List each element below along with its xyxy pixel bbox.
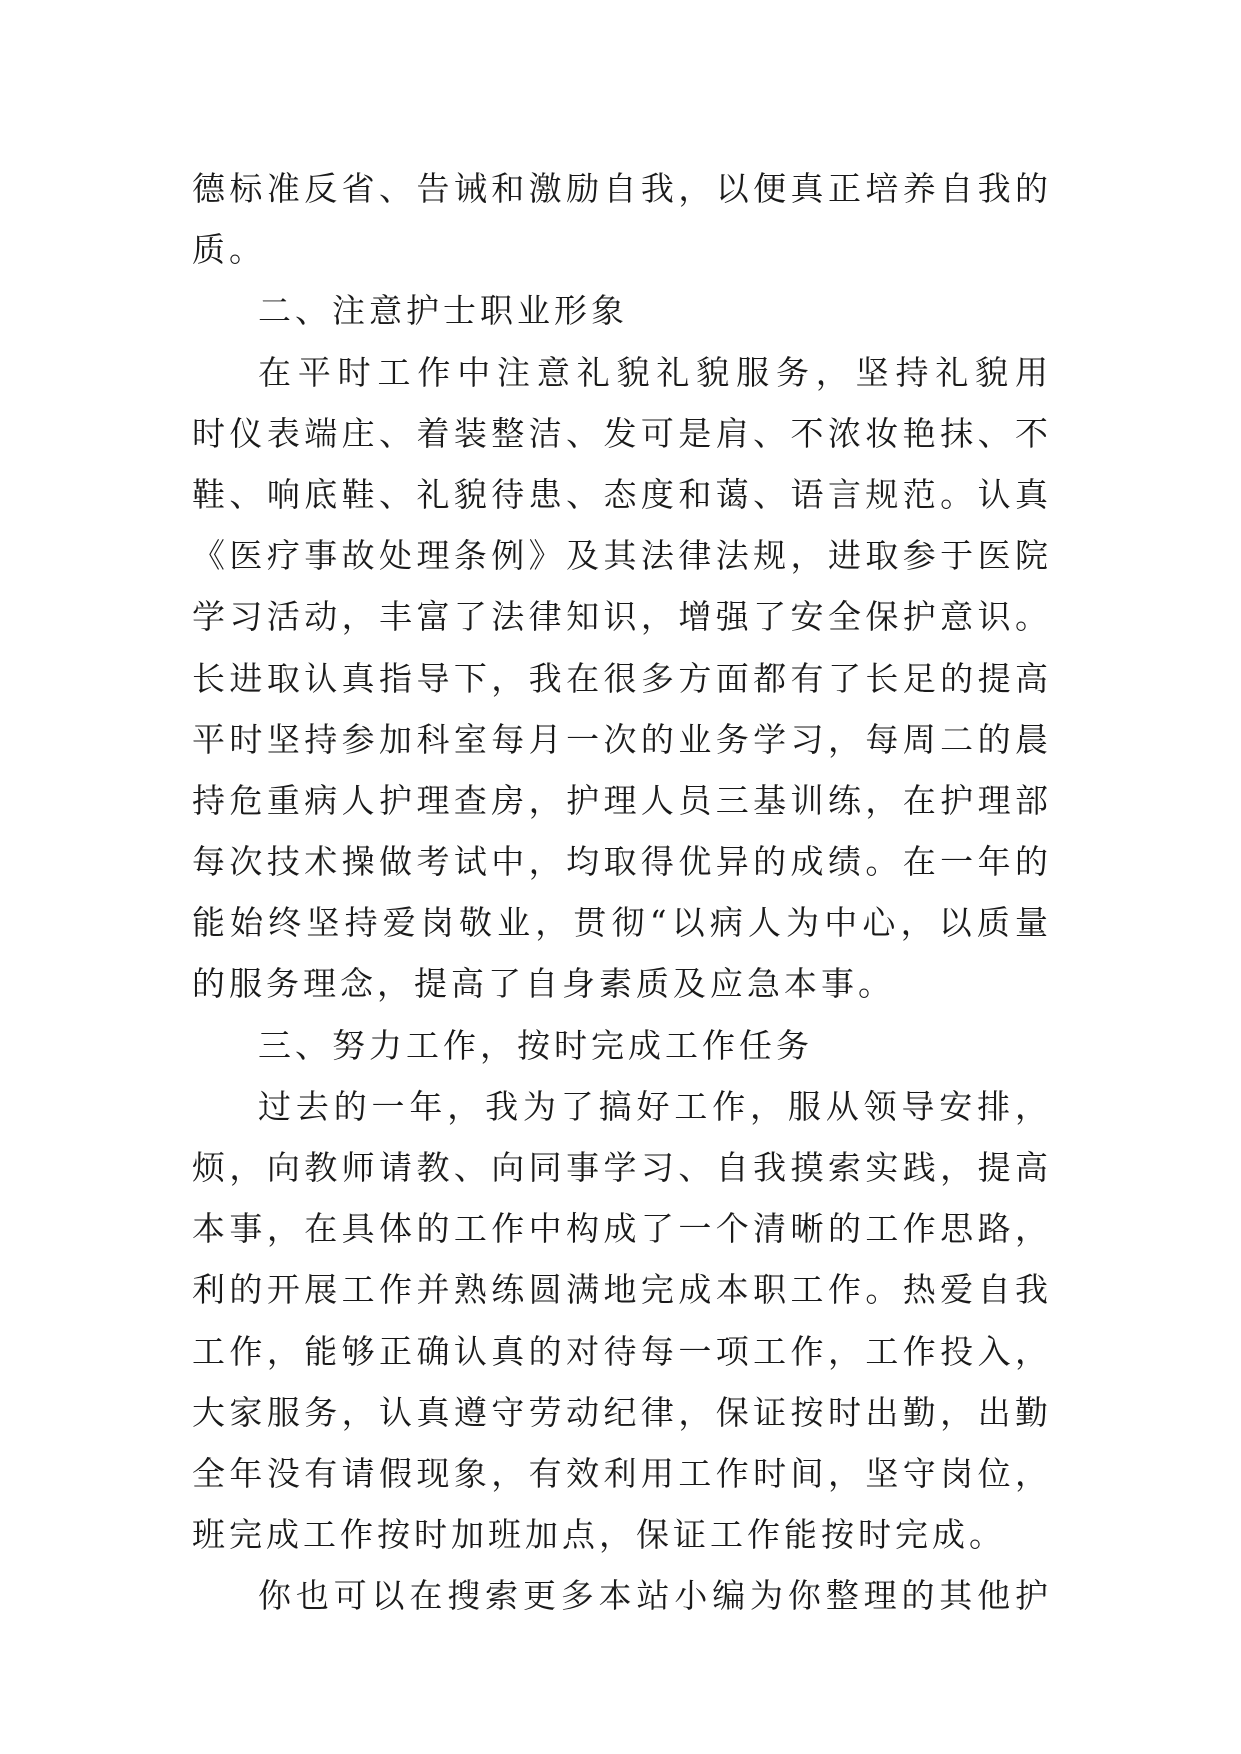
paragraph-line: 你也可以在搜索更多本站小编为你整理的其他护 xyxy=(258,1576,1052,1616)
paragraph-line: 时仪表端庄、着装整洁、发可是肩、不浓妆艳抹、不 xyxy=(192,413,1052,453)
paragraph-line: 利的开展工作并熟练圆满地完成本职工作。热爱自我 xyxy=(192,1270,1052,1310)
document-body xyxy=(192,158,1052,1627)
paragraph-line: 德标准反省、告诫和激励自我，以便真正培养自我的 xyxy=(192,169,1052,208)
paragraph-line: 平时坚持参加科室每月一次的业务学习，每周二的晨 xyxy=(192,719,1052,759)
paragraph-line: 质。 xyxy=(192,230,266,270)
paragraph-line: 学习活动，丰富了法律知识，增强了安全保护意识。 xyxy=(192,597,1052,637)
paragraph-line: 大家服务，认真遵守劳动纪律，保证按时出勤，出勤 xyxy=(192,1392,1052,1432)
paragraph-line: 的服务理念，提高了自身素质及应急本事。 xyxy=(192,964,895,1004)
paragraph-line: 班完成工作按时加班加点，保证工作能按时完成。 xyxy=(192,1515,1006,1555)
paragraph-line: 鞋、响底鞋、礼貌待患、态度和蔼、语言规范。认真 xyxy=(192,474,1052,514)
paragraph-line: 长进取认真指导下，我在很多方面都有了长足的提高 xyxy=(192,658,1052,698)
paragraph-line: 《医疗事故处理条例》及其法律法规，进取参于医院 xyxy=(192,536,1052,576)
paragraph-line: 本事，在具体的工作中构成了一个清晰的工作思路， xyxy=(192,1209,1052,1249)
section-heading: 三、努力工作，按时完成工作任务 xyxy=(258,1025,813,1065)
paragraph-line: 在平时工作中注意礼貌礼貌服务，坚持礼貌用 xyxy=(258,352,1052,392)
paragraph-line: 能始终坚持爱岗敬业，贯彻“以病人为中心，以质量 xyxy=(192,903,1052,943)
paragraph-line: 每次技术操做考试中，均取得优异的成绩。在一年的 xyxy=(192,842,1052,882)
paragraph-line: 工作，能够正确认真的对待每一项工作，工作投入， xyxy=(192,1331,1052,1371)
paragraph-line: 烦，向教师请教、向同事学习、自我摸索实践，提高 xyxy=(192,1148,1052,1187)
section-heading: 二、注意护士职业形象 xyxy=(258,291,628,331)
paragraph-line: 过去的一年，我为了搞好工作，服从领导安排， xyxy=(258,1086,1052,1126)
paragraph-line: 持危重病人护理查房，护理人员三基训练，在护理部 xyxy=(192,780,1052,820)
paragraph-line: 全年没有请假现象，有效利用工作时间，坚守岗位， xyxy=(192,1453,1052,1493)
